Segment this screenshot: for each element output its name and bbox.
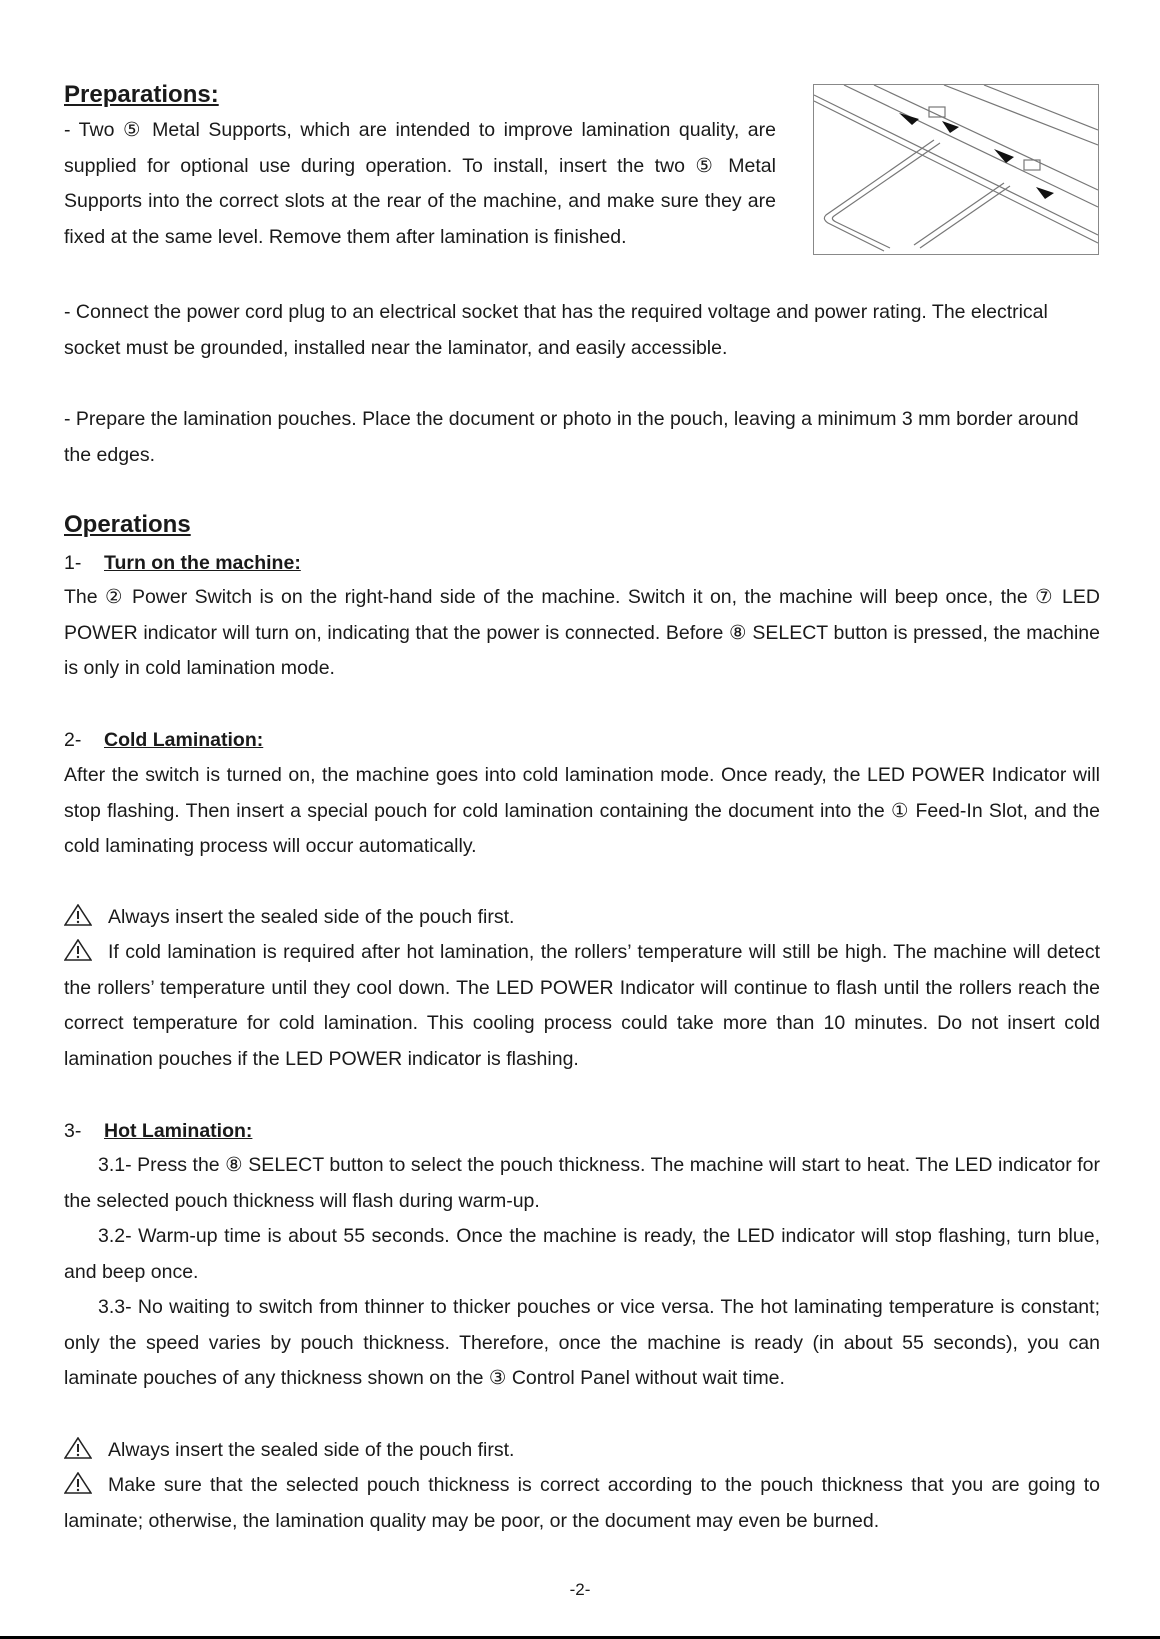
warning-text: Make sure that the selected pouch thickness is correct according to the pouch thickness that you are going to laminate; otherwise, the lamination quality may be poor, or the document may even be burned. [64,1474,1100,1532]
warning-triangle-icon [64,1437,92,1459]
warning-text: Always insert the sealed side of the pouch first. [108,1439,515,1461]
page-number: -2- [569,1580,591,1599]
preparations-pouches-paragraph: - Prepare the lamination pouches. Place the document or photo in the pouch, leaving a minimum 3 mm border around the edges. [64,408,1079,466]
warning-triangle-icon [64,1472,92,1494]
section-cold-lamination-heading [64,725,263,755]
section-number: 1- [64,552,82,574]
cold-warning-2 [64,935,1100,1077]
section-turn-on-heading [64,548,301,578]
hot-lamination-step-3-2: 3.2- Warm-up time is about 55 seconds. Once the machine is ready, the LED indicator will stop flashing, turn blue, and beep once. [64,1225,1100,1283]
warning-triangle-icon [64,904,92,926]
warning-triangle-icon [64,939,92,961]
warning-text: Always insert the sealed side of the pouch first. [108,906,515,928]
hot-warning-2 [64,1468,1100,1539]
metal-support-drawing [814,85,1098,254]
cold-warning-1 [64,900,1100,936]
turn-on-paragraph: The ② Power Switch is on the right-hand side of the machine. Switch it on, the machine will beep once, the ⑦ LED POWER indicator will turn on, indicating that the power is connected. Before ⑧ SELECT button is pressed, the machine is only in cold lamination mode. [64,586,1100,679]
preparations-metal-supports-paragraph: - Two ⑤ Metal Supports, which are intended to improve lamination quality, are supplied for optional use during operation. To install, insert the two ⑤ Metal Supports into the correct slots at the rear of the machine, and make sure they are fixed at the same level. Remove them after lamination is finished. [64,119,776,248]
metal-support-illustration [813,84,1099,255]
section-number: 3- [64,1120,82,1142]
hot-lamination-step-3-1: 3.1- Press the ⑧ SELECT button to select the pouch thickness. The machine will start to heat. The LED indicator for the selected pouch thickness will flash during warm-up. [64,1154,1100,1212]
section-number: 2- [64,729,82,751]
arrow-icon [899,113,919,125]
hot-warning-1 [64,1433,1100,1469]
section-hot-lamination-heading [64,1116,252,1146]
operations-heading: Operations [64,511,191,538]
cold-lamination-paragraph: After the switch is turned on, the machine goes into cold lamination mode. Once ready, the LED POWER Indicator will stop flashing. Then insert a special pouch for cold lamination containing the document into the ① Feed-In Slot, and the cold laminating process will occur automatically. [64,764,1100,857]
preparations-heading: Preparations: [64,81,219,108]
preparations-power-cord-paragraph: - Connect the power cord plug to an electrical socket that has the required voltage and power rating. The electrical socket must be grounded, installed near the laminator, and easily accessible. [64,301,1048,359]
hot-lamination-step-3-3: 3.3- No waiting to switch from thinner to thicker pouches or vice versa. The hot laminating temperature is constant; only the speed varies by pouch thickness. Therefore, once the machine is ready (in about 55 seconds), you can laminate pouches of any thickness shown on the ③ Control Panel without wait time. [64,1296,1100,1389]
section-title: Turn on the machine: [104,552,301,574]
section-title: Cold Lamination: [104,729,264,751]
section-title: Hot Lamination: [104,1120,253,1142]
warning-text: If cold lamination is required after hot lamination, the rollers’ temperature will still be high. The machine will detect the rollers’ temperature until they cool down. The LED POWER Indicator will continue to flash until the rollers reach the correct temperature for cold lamination. This cooling process could take more than 10 minutes. Do not insert cold lamination pouches if the LED POWER indicator is flashing. [64,941,1100,1070]
